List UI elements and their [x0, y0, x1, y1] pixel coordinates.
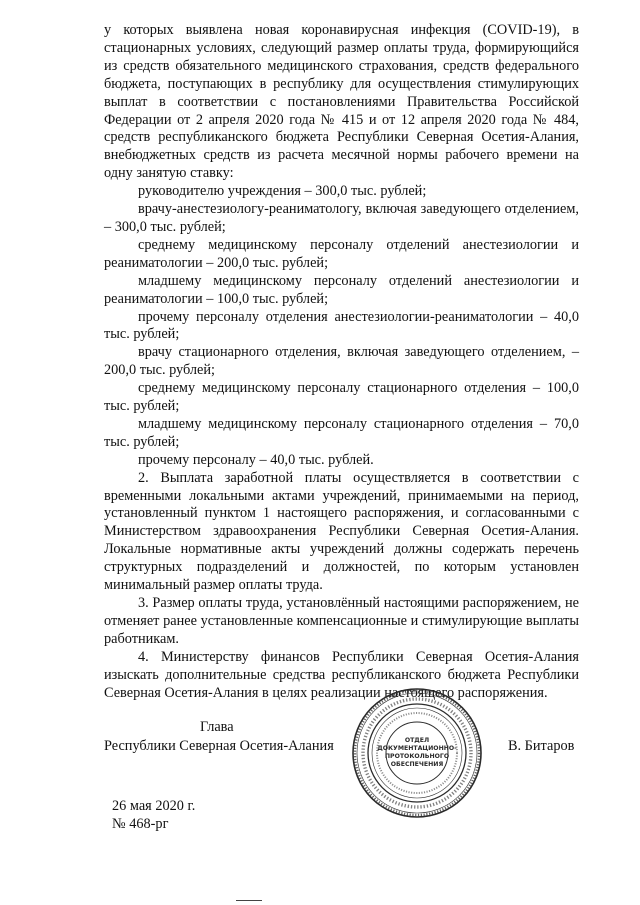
- paragraph-intro: у которых выявлена новая коронавирусная инфекция (COVID-19), в стационарных условиях, следующий размер оплаты труда, формирующийся из средств обязательного медицинского страхования, средств федерального бюджета, поступающих в республику для осуществления стимулирующих выплат в соответствии с постановлениями Правительства Российской Федерации от 2 апреля 2020 года № 415 и от 12 апреля 2020 года № 484, средств республиканского бюджета Республики Северная Осетия-Алания, внебюджетных средств из расчета месячной нормы рабочего времени на одну занятую ставку:: [104, 22, 579, 182]
- list-item-anesthesiology-other: прочему персоналу отделения анестезиологии-реаниматологии – 40,0 тыс. рублей;: [104, 308, 579, 343]
- seal-inner-text-3: ПРОТОКОЛЬНОГО: [384, 753, 450, 760]
- list-item-ward-nurses: среднему медицинскому персоналу стационарного отделения – 100,0 тыс. рублей;: [104, 380, 579, 415]
- list-item-head: руководителю учреждения – 300,0 тыс. рублей;: [138, 183, 427, 200]
- paragraph-4: 4. Министерству финансов Республики Северная Осетия-Алания изыскать дополнительные средства республиканского бюджета Республики Северная Осетия-Алания в целях реализации настоящего распоряжения.: [104, 648, 579, 701]
- document-date: 26 мая 2020 г.: [112, 798, 196, 814]
- list-item-ward-doctor: врачу стационарного отделения, включая заведующего отделением, – 200,0 тыс. рублей;: [104, 344, 579, 379]
- seal-inner-text-1: ОТДЕЛ: [404, 737, 430, 744]
- list-item-anesthesiologist: врачу-анестезиологу-реаниматологу, включая заведующего отделением, – 300,0 тыс. рублей;: [104, 201, 579, 235]
- list-item-anesthesiology-nurses: среднему медицинскому персоналу отделений анестезиологии и реаниматологии – 200,0 тыс. рублей;: [104, 236, 579, 271]
- seal-inner-text-2: ДОКУМЕНТАЦИОННО-: [377, 745, 457, 752]
- paragraph-3: 3. Размер оплаты труда, установлённый настоящими распоряжением, не отменяет ранее установленные компенсационные и стимулирующие выплаты работникам.: [104, 595, 579, 647]
- signature-name: В. Битаров: [508, 738, 575, 754]
- document-number: № 468-рг: [112, 816, 169, 832]
- document-body: [104, 22, 579, 702]
- signature-title: Глава: [200, 719, 234, 735]
- signature-republic: Республики Северная Осетия-Алания: [104, 738, 334, 754]
- list-item-anesthesiology-junior: младшему медицинскому персоналу отделений анестезиологии и реаниматологии – 100,0 тыс. рублей;: [104, 272, 579, 307]
- list-item-ward-junior: младшему медицинскому персоналу стационарного отделения – 70,0 тыс. рублей;: [104, 415, 579, 450]
- official-seal: [350, 686, 484, 820]
- paragraph-2: 2. Выплата заработной платы осуществляется в соответствии с временными локальными актами учреждений, принимаемыми на период, установленный пунктом 1 настоящего распоряжения, и согласованными с Министерством здравоохранения Республики Северная Осетия-Алания. Локальные нормативные акты учреждений должны содержать перечень структурных подразделений и должностей, по которым установлен минимальный размер оплаты труда.: [104, 469, 579, 594]
- seal-inner-text-4: ОБЕСПЕЧЕНИЯ: [390, 761, 444, 768]
- list-item-other-staff: прочему персоналу – 40,0 тыс. рублей.: [138, 451, 374, 468]
- page-bottom-mark: [236, 900, 262, 901]
